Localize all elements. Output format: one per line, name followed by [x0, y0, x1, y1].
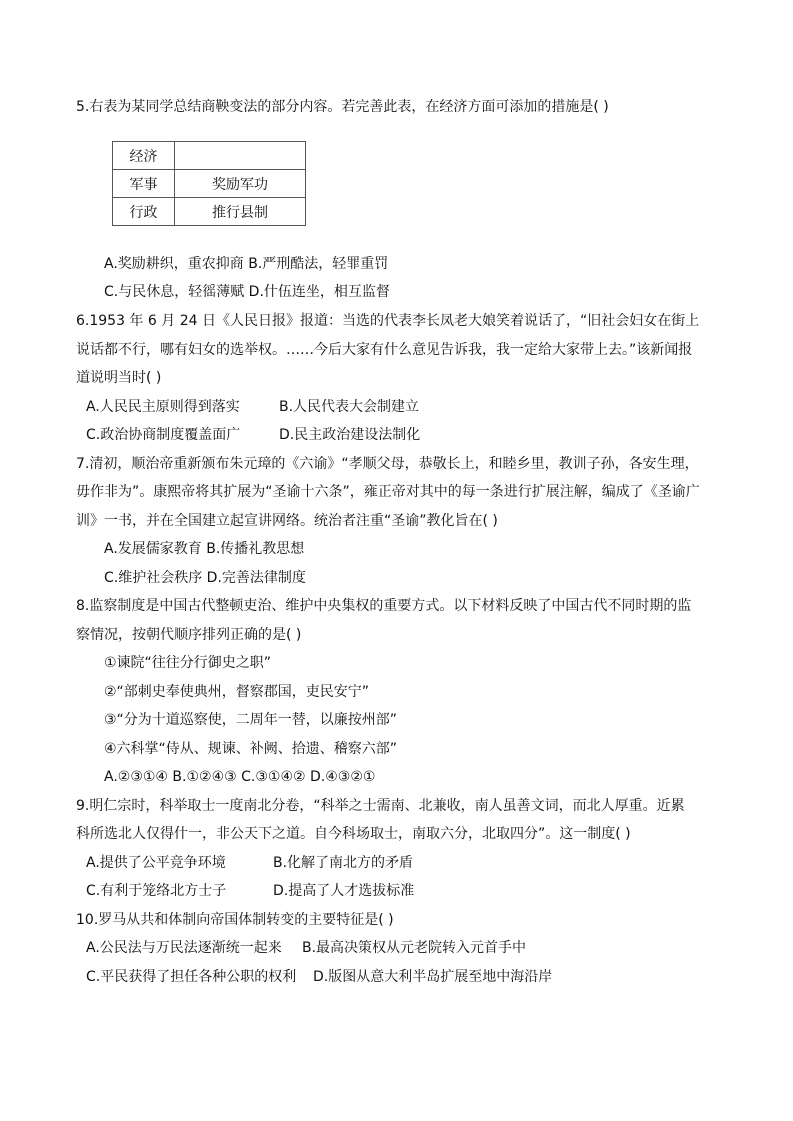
table-cell-value	[175, 142, 306, 170]
q7-stem-line1: 7.清初，顺治帝重新颁布朱元璋的《六谕》“孝顺父母，恭敬长上，和睦乡里，教训子孙，各安生理，	[76, 456, 699, 472]
q9-option-d: D.提高了人才选拔标准	[273, 883, 415, 899]
q5-options-ab: A.奖励耕织，重农抑商 B.严刑酷法，轻罪重罚	[104, 256, 389, 272]
table-cell-label: 经济	[113, 142, 175, 170]
q7-stem-line2: 毋作非为”。康熙帝将其扩展为“圣谕十六条”，雍正帝对其中的每一条进行扩展注解，编成了《圣谕广	[76, 484, 700, 500]
q6-option-d: D.民主政治建设法制化	[279, 427, 421, 443]
table-row	[113, 170, 306, 198]
q8-stem-line2: 察情况，按朝代顺序排列正确的是( )	[76, 627, 302, 643]
q8-item-2: ②“部刺史奉使典州，督察郡国，吏民安宁”	[104, 684, 370, 700]
q9-option-c: C.有利于笼络北方士子	[86, 883, 227, 899]
q10-stem: 10.罗马从共和体制向帝国体制转变的主要特征是( )	[76, 912, 394, 928]
q6-stem-line3: 道说明当时( )	[76, 370, 162, 386]
q10-option-c: C.平民获得了担任各种公职的权利	[86, 969, 297, 985]
q8-item-4: ④六科掌“侍从、规谏、补阙、拾遗、稽察六部”	[104, 741, 398, 757]
q6-option-a: A.人民民主原则得到落实	[86, 399, 240, 415]
q6-option-c: C.政治协商制度覆盖面广	[86, 427, 241, 443]
q9-stem-line2: 科所选北人仅得什一，非公天下之道。自今科场取士，南取六分，北取四分”。这一制度( )	[76, 826, 631, 842]
q6-stem-line2: 说话都不行，哪有妇女的选举权。……今后大家有什么意见告诉我，我一定给大家带上去。”该新闻报	[76, 342, 693, 358]
q8-item-1: ①谏院“往往分行御史之职”	[104, 655, 272, 671]
q6-option-b: B.人民代表大会制建立	[279, 399, 420, 415]
q9-option-a: A.提供了公平竞争环境	[86, 855, 226, 871]
q7-stem-line3: 训》一书，并在全国建立起宣讲网络。统治者注重“圣谕”教化旨在( )	[76, 513, 498, 529]
q5-options-cd: C.与民休息，轻徭薄赋 D.什伍连坐，相互监督	[104, 284, 390, 300]
q5-stem: 5.右表为某同学总结商鞅变法的部分内容。若完善此表，在经济方面可添加的措施是( )	[76, 99, 609, 115]
table-cell-value: 推行县制	[175, 198, 306, 226]
q8-stem-line1: 8.监察制度是中国古代整顿吏治、维护中央集权的重要方式。以下材料反映了中国古代不同时期的监	[76, 598, 692, 614]
q9-option-b: B.化解了南北方的矛盾	[273, 855, 414, 871]
q7-options-cd: C.维护社会秩序 D.完善法律制度	[104, 570, 306, 586]
table-cell-value: 奖励军功	[175, 170, 306, 198]
table-cell-label: 行政	[113, 198, 175, 226]
q10-option-d: D.版图从意大利半岛扩展至地中海沿岸	[313, 969, 553, 985]
q10-option-b: B.最高决策权从元老院转入元首手中	[302, 940, 527, 956]
q8-options: A.②③①④ B.①②④③ C.③①④② D.④③②①	[104, 769, 376, 785]
table-row	[113, 198, 306, 226]
q5-table	[112, 141, 306, 226]
q8-item-3: ③“分为十道巡察使，二周年一替，以廉按州部”	[104, 712, 398, 728]
q9-stem-line1: 9.明仁宗时，科举取士一度南北分卷，“科举之士需南、北兼收，南人虽善文词，而北人厚重。近累	[76, 798, 685, 814]
q6-stem-line1: 6.1953 年 6 月 24 日《人民日报》报道：当选的代表李长凤老大娘笑着说话了，“旧社会妇女在街上	[76, 313, 700, 329]
q10-option-a: A.公民法与万民法逐渐统一起来	[86, 940, 282, 956]
table-row	[113, 142, 306, 170]
table-cell-label: 军事	[113, 170, 175, 198]
q7-options-ab: A.发展儒家教育 B.传播礼教思想	[104, 541, 305, 557]
